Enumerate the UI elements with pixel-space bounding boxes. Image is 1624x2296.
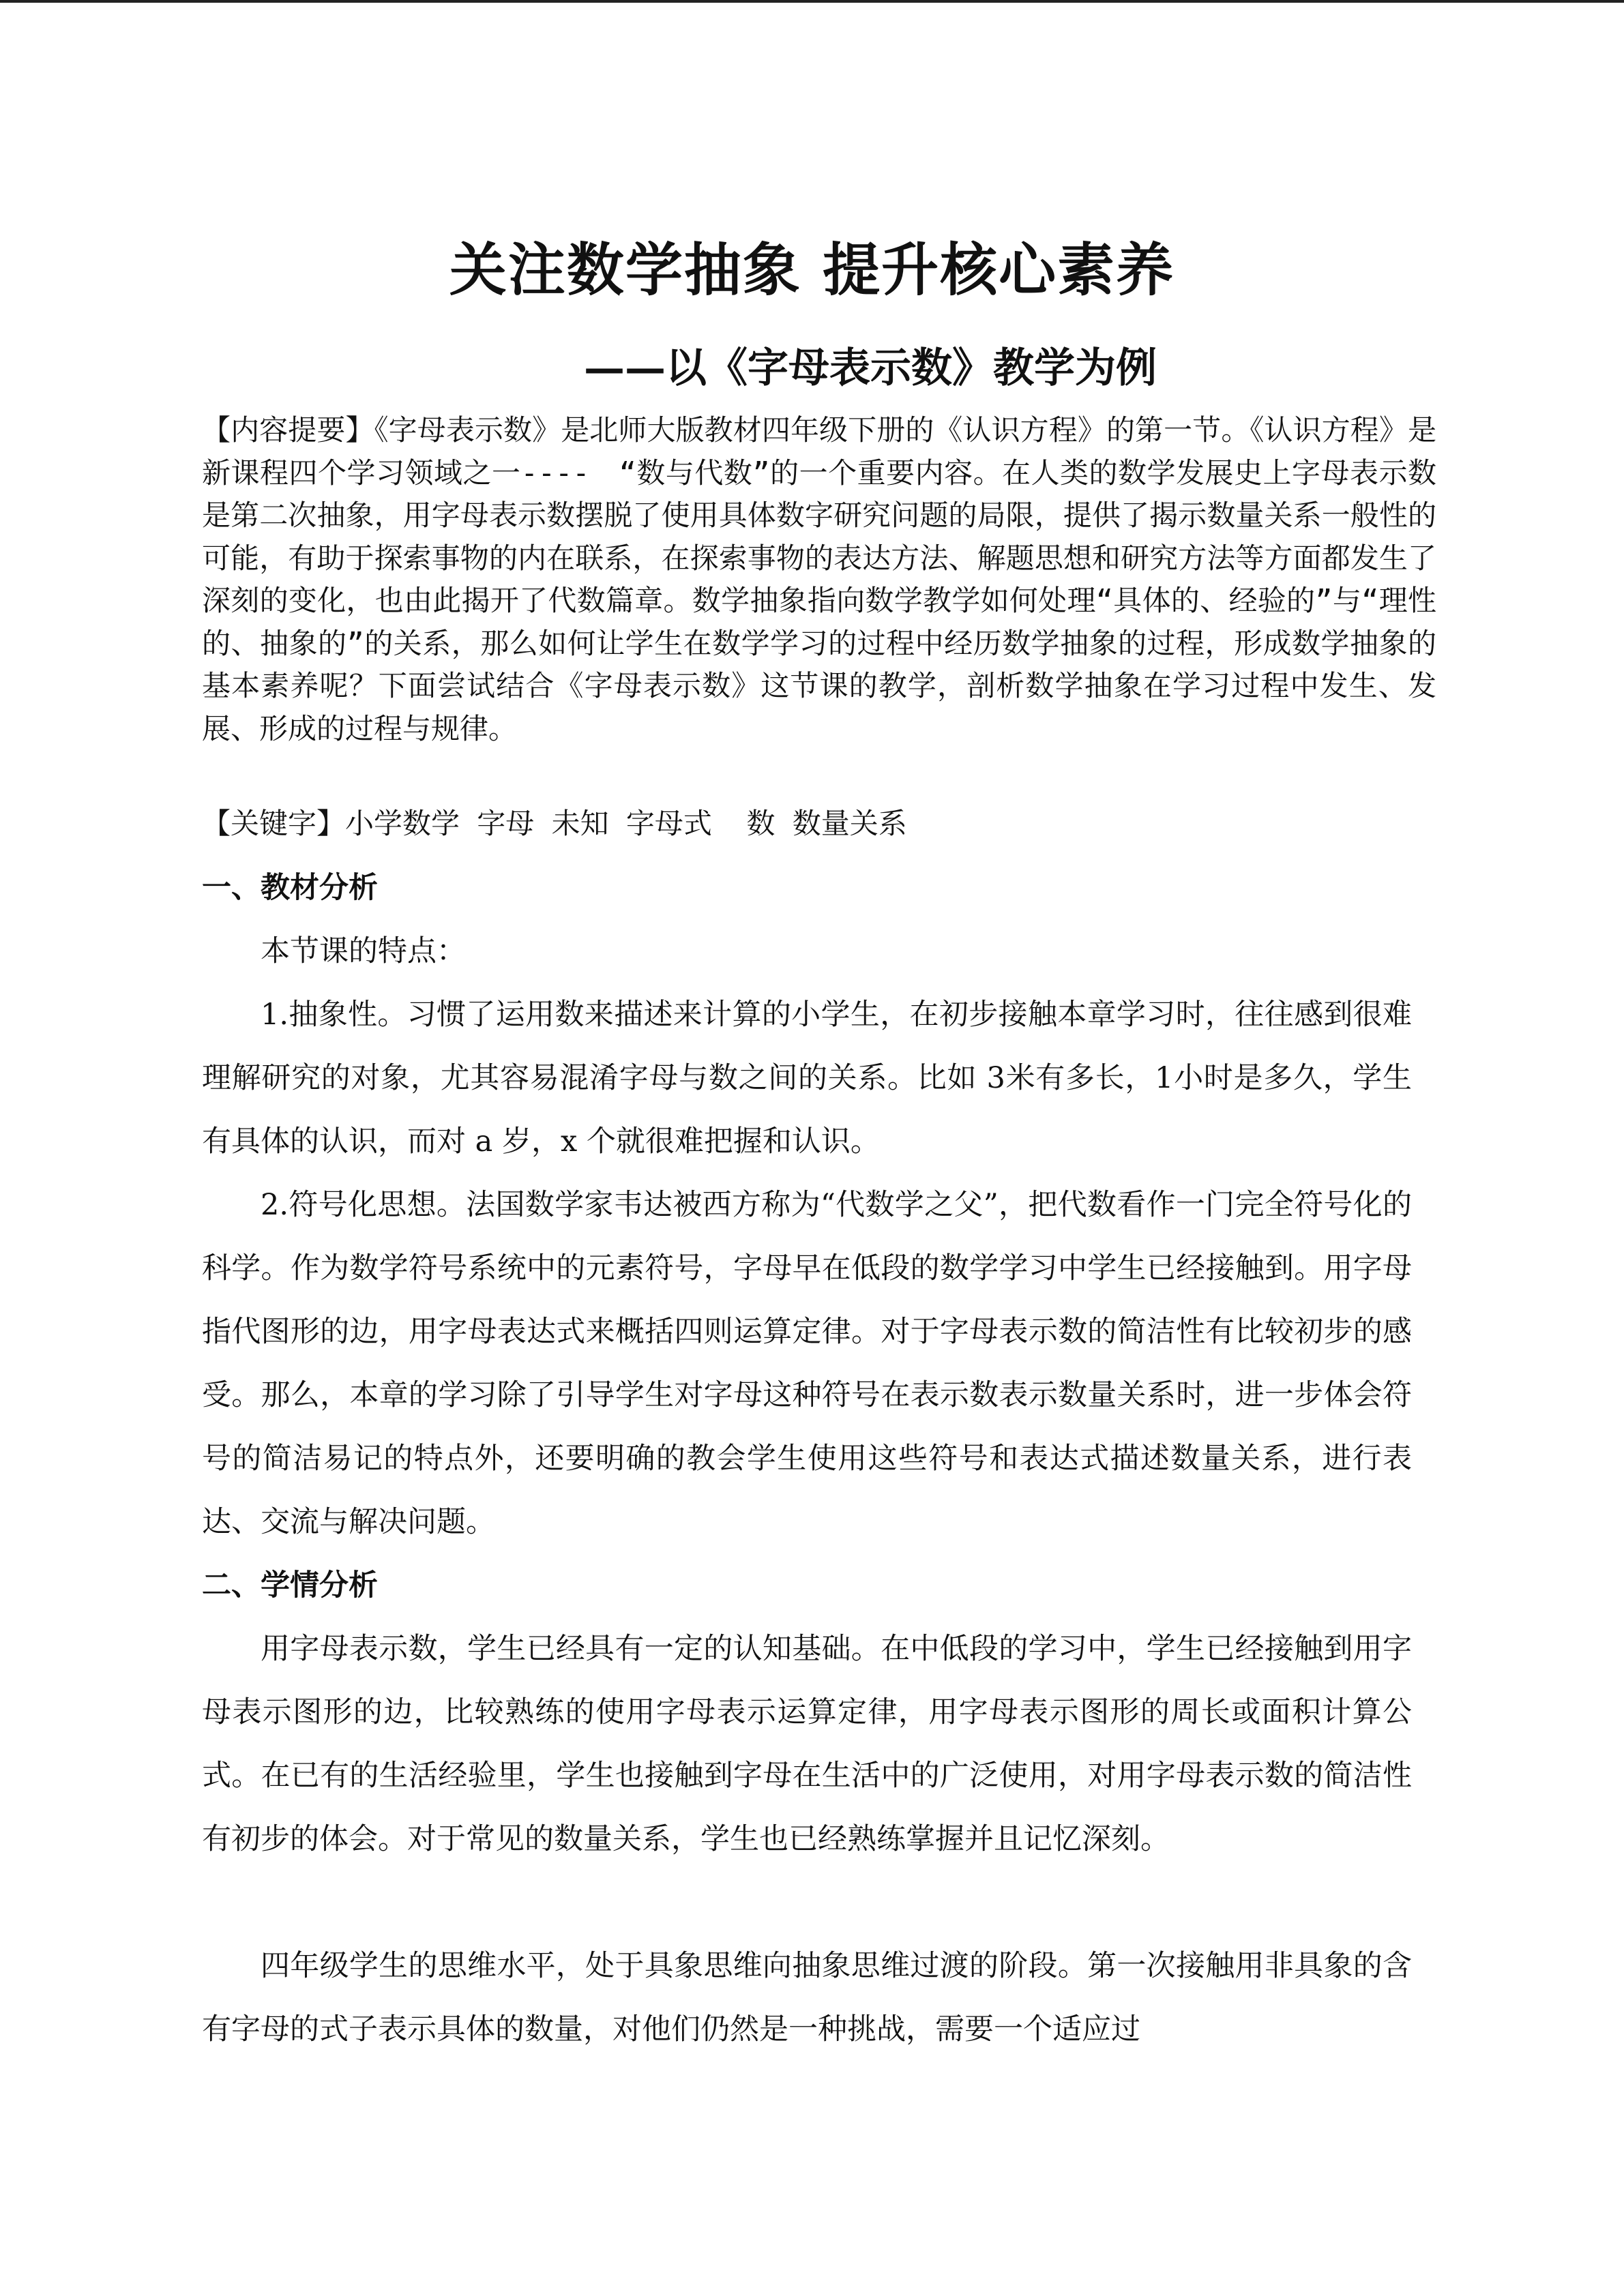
abstract-text: 《字母表示数》是北师大版教材四年级下册的《认识方程》的第一节。《认识方程》是新课程四个学习领域之一---- “数与代数”的一个重要内容。在人类的数学发展史上字母表示数是第二次抽象，用字母表示数摆脱了使用具体数字研究问题的局限，提供了揭示数量关系一般性的可能，有助于探索事物的内在联系，在探索事物的表达方法、解题思想和研究方法等方面都发生了深刻的变化，也由此揭开了代数篇章。数学抽象指向数学教学如何处理“具体的、经验的”与“理性的、抽象的”的关系，那么如何让学生在数学学习的过程中经历数学抽象的过程，形成数学抽象的基本素养呢？下面尝试结合《字母表示数》这节课的教学，剖析数学抽象在学习过程中发生、发展、形成的过程与规律。 (202, 413, 1436, 745)
section1-paragraph-symbolization: 2.符号化思想。法国数学家韦达被西方称为“代数学之父”，把代数看作一门完全符号化的科学。作为数学符号系统中的元素符号，字母早在低段的数学学习中学生已经接触到。用字母指代图形的边，用字母表达式来概括四则运算定律。对于字母表示数的简洁性有比较初步的感受。那么，本章的学习除了引导学生对字母这种符号在表示数表示数量关系时，进一步体会符号的简洁易记的特点外，还要明确的教会学生使用这些符号和表达式描述数量关系，进行表达、交流与解决问题。 (202, 1188, 1412, 1539)
section1-intro: 本节课的特点： (261, 934, 466, 968)
document-subtitle: ——以《字母表示数》教学为例 (584, 344, 1157, 392)
section1-paragraph-abstraction: 1.抽象性。习惯了运用数来描述来计算的小学生，在初步接触本章学习时，往往感到很难理解研究的对象，尤其容易混淆字母与数之间的关系。比如 3米有多长，1小时是多久，学生有具体的认识，而对 a 岁，x 个就很难把握和认识。 (202, 998, 1412, 1159)
page-top-border (0, 0, 1624, 3)
abstract-label: 【内容提要】 (202, 413, 374, 447)
keywords-text: 小学数学 字母 未知 字母式 数 数量关系 (345, 807, 907, 840)
section-heading-learner-analysis: 二、学情分析 (202, 1568, 378, 1602)
section-heading-textbook-analysis: 一、教材分析 (202, 871, 378, 905)
document-title: 关注数学抽象 提升核心素养 (449, 236, 1175, 303)
keywords-label: 【关键字】 (202, 807, 346, 840)
abstract-paragraph (202, 409, 1436, 750)
section2-paragraph-thinking-level: 四年级学生的思维水平，处于具象思维向抽象思维过渡的阶段。第一次接触用非具象的含有字母的式子表示具体的数量，对他们仍然是一种挑战，需要一个适应过 (202, 1949, 1412, 2046)
section2-paragraph-foundation: 用字母表示数，学生已经具有一定的认知基础。在中低段的学习中，学生已经接触到用字母表示图形的边，比较熟练的使用字母表示运算定律，用字母表示图形的周长或面积计算公式。在已有的生活经验里，学生也接触到字母在生活中的广泛使用，对用字母表示数的简洁性有初步的体会。对于常见的数量关系，学生也已经熟练掌握并且记忆深刻。 (202, 1632, 1412, 1856)
keywords-line (202, 802, 1436, 846)
